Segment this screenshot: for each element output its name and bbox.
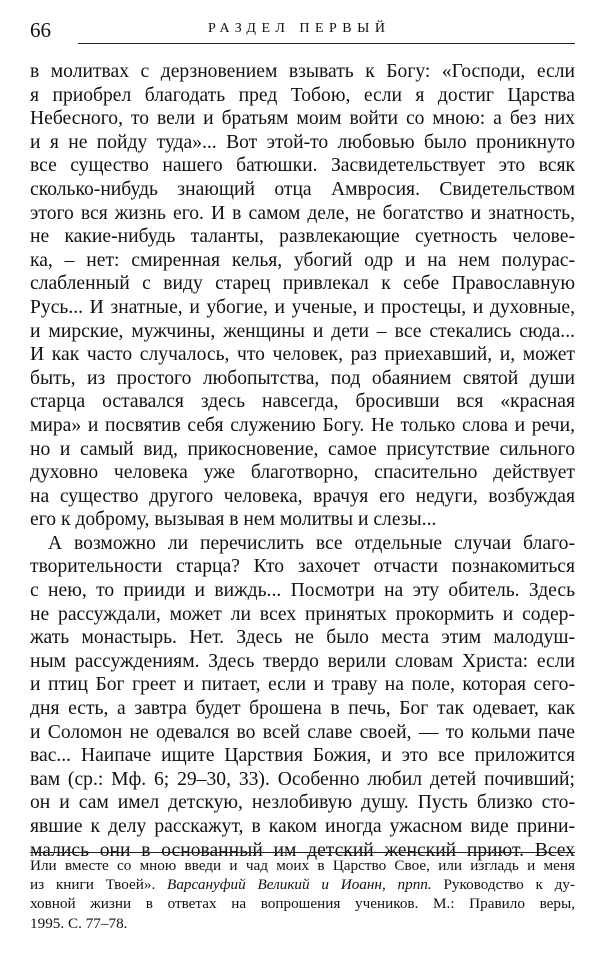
text-line: в молитвах с дерзновением взывать к Богу: «Господи, если [30,61,575,82]
text-line: этого вся жизнь его. И в самом деле, не богатство и знатность, [30,202,575,224]
text-line: не какие-нибудь таланты, развлекающие суетность челове- [30,226,575,248]
text-line: и Соломон не одевался во всей славе своей, — то кольми паче [30,721,575,743]
footnote-line: ховной жизни в ответах на вопрошения учеников. М.: Правило веры, [30,895,575,913]
text-line: я приобрел благодать пред Тобою, если я достиг Царства [30,84,575,106]
text-line: быть, из простого любопытства, под обаянием святой души [30,367,575,389]
text-line: явшие к делу расскажут, в каком иногда ужасном виде прини- [30,816,575,837]
text-line: с нею, то прииди и виждь... Посмотри на эту обитель. Здесь [30,580,575,602]
text-line: жать монастырь. Нет. Здесь не было места этим малодуш- [30,627,575,649]
text-line: вам (ср.: Мф. 6; 29–30, 33). Особенно любил детей почивший; [30,768,575,790]
footnote-text: из книги Твоей». [30,876,168,894]
text-line: мира» и посвятив себя служению Богу. Не только слова и речи, [30,414,575,436]
text-line: его к доброму, вызывая в нем молитвы и слезы... [30,509,437,531]
text-line: дня есть, а завтра будет брошена в печь, Бог так одевает, как [30,698,575,720]
text-line: старца оставался здесь навсегда, бросивши вся «красная [30,391,575,413]
text-line: и мирские, мужчины, женщины и дети – все стекались сюда... [30,320,575,342]
text-line: сколько-нибудь знающий отца Амвросия. Свидетельством [30,178,575,200]
footnote-author: Варсануфий Великий и Иоанн, прпп. [167,876,432,894]
text-line: и птиц Бог греет и питает, если и траву на поле, которая сего- [30,674,575,696]
running-head: РАЗДЕЛ ПЕРВЫЙ [208,21,391,36]
text-line: но и самый вид, прикосновение, самое присутствие сильного [30,438,575,460]
text-line: творительности старца? Кто захочет отчасти познакомиться [30,556,575,578]
text-line: духовно человека уже благотворно, спасительно действует [30,462,575,484]
footnote-text: Руководство к ду- [431,876,575,894]
footnote-line: 1995. С. 77–78. [30,914,128,932]
text-line: Небесного, то вели и братьям моим войти со мною: а без них [30,108,575,130]
text-line: А возможно ли перечислить все отдельные случаи благо- [48,532,575,554]
text-line: ка, – нет: смиренная келья, убогий одр и на нем полурас- [30,249,575,271]
text-line: слабленный с виду старец привлекал к себе Православную [30,273,575,295]
header-rule [78,43,575,44]
text-line: вас... Наипаче ищите Царствия Божия, и это все приложится [30,745,575,767]
footnote-line: Или вместе со мною введи и чад моих в Царство Свое, или изгладь и меня [30,857,575,874]
footnote-line [30,875,575,894]
text-line: он и сам имел детскую, незлобивую душу. Пусть близко сто- [30,792,575,814]
body-text [30,60,575,862]
footnote [30,856,575,933]
page-header [30,16,575,46]
text-line: И как часто случалось, что человек, раз приехавший, и, может [30,344,575,366]
text-line: и я не пойду туда»... Вот этой-то любовью было проникнуто [30,131,575,153]
text-line: ным рассуждениям. Здесь твердо верили словам Христа: если [30,650,575,672]
footnote-rule [30,852,575,853]
text-line: Русь... И знатные, и убогие, и ученые, и простецы, и духовные, [30,296,575,318]
text-line: все существо нашего батюшки. Засвидетельствует это всяк [30,155,575,177]
text-line: не рассуждали, может ли всех принятых прокормить и содер- [30,603,575,625]
page-number: 66 [30,18,51,42]
text-line: на существо другого человека, врачуя его недуги, возбуждая [30,485,575,507]
text-line: мались они в основанный им детский женский приют. Всех [30,839,575,861]
